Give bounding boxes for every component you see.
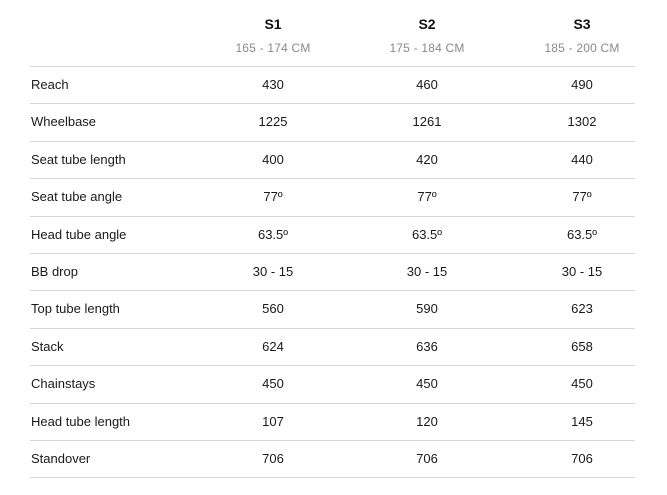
table-row-stack: [30, 329, 635, 366]
table-row-chainstays: [30, 366, 635, 403]
cell-s2: 636: [416, 338, 438, 354]
cell-s2: 30 - 15: [406, 263, 448, 279]
cell-s1: 30 - 15: [252, 263, 294, 279]
size-height-range: 165 - 174 CM: [235, 41, 311, 55]
cell-s1: 624: [262, 338, 284, 354]
cell-s2: 706: [416, 450, 438, 466]
table-row-head-tube-length: [30, 404, 635, 441]
cell-s3: 30 - 15: [561, 263, 603, 279]
cell-s1: 63.5º: [257, 226, 289, 242]
cell-s2: 120: [416, 413, 438, 429]
cell-s1: 1225: [258, 114, 288, 130]
cell-s2: 77º: [417, 189, 437, 205]
table-row-reach: [30, 67, 635, 104]
row-label: Stack: [31, 338, 64, 354]
cell-s3: 623: [571, 301, 593, 317]
cell-s1: 430: [262, 77, 284, 92]
table-header: [30, 0, 635, 67]
table-row-bb-drop: [30, 254, 635, 291]
table-row-top-tube-length: [30, 291, 635, 328]
cell-s2: 420: [416, 151, 438, 167]
cell-s3: 658: [571, 338, 593, 354]
table-row-seat-tube-angle: [30, 179, 635, 216]
cell-s3: 706: [571, 450, 593, 466]
cell-s3: 440: [571, 151, 593, 167]
cell-s1: 450: [262, 376, 284, 392]
cell-s3: 490: [571, 77, 593, 92]
size-name: S1: [264, 16, 282, 32]
cell-s2: 450: [416, 376, 438, 392]
table-row-seat-tube-length: [30, 142, 635, 179]
size-height-range: 175 - 184 CM: [389, 41, 465, 55]
row-label: Wheelbase: [31, 114, 97, 130]
cell-s1: 77º: [263, 189, 283, 205]
size-height-range: 185 - 200 CM: [544, 41, 620, 55]
row-label: Chainstays: [31, 376, 96, 392]
cell-s2: 63.5º: [411, 226, 443, 242]
size-name: S3: [573, 16, 591, 32]
cell-s2: 590: [416, 301, 438, 317]
row-label: Head tube length: [31, 413, 131, 429]
cell-s1: 107: [262, 413, 284, 429]
table-row-wheelbase: [30, 104, 635, 141]
cell-s3: 63.5º: [566, 226, 598, 242]
row-label: Seat tube angle: [31, 189, 123, 205]
cell-s3: 145: [571, 413, 593, 429]
table-row-head-tube-angle: [30, 217, 635, 254]
cell-s2: 1261: [412, 114, 442, 130]
geometry-table: [30, 0, 635, 478]
cell-s3: 1302: [567, 114, 597, 130]
row-label: Standover: [31, 450, 91, 466]
cell-s3: 77º: [572, 189, 592, 205]
table-row-standover: [30, 441, 635, 478]
cell-s1: 560: [262, 301, 284, 317]
row-label: Seat tube length: [31, 151, 126, 167]
row-label: BB drop: [31, 263, 78, 279]
cell-s2: 460: [416, 77, 438, 92]
cell-s1: 706: [262, 450, 284, 466]
cell-s3: 450: [571, 376, 593, 392]
row-label: Head tube angle: [31, 226, 127, 242]
cell-s1: 400: [262, 151, 284, 167]
size-name: S2: [418, 16, 436, 32]
row-label: Top tube length: [31, 301, 120, 317]
row-label: Reach: [31, 77, 69, 92]
